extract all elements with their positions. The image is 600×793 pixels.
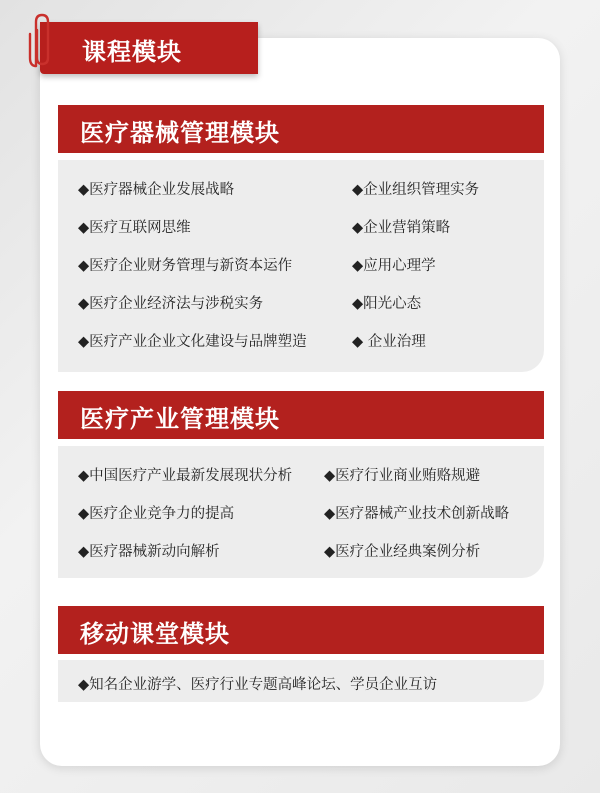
section-header-medical-industry <box>58 391 544 439</box>
section-body-medical-device <box>58 160 544 372</box>
list-item: ◆应用心理学 <box>352 258 436 274</box>
list-item: ◆医疗行业商业贿赂规避 <box>324 468 481 484</box>
list-item: ◆医疗企业经济法与涉税实务 <box>78 296 264 312</box>
list-item: ◆医疗企业经典案例分析 <box>324 544 481 560</box>
list-item: ◆医疗互联网思维 <box>78 220 191 236</box>
list-item: ◆ 企业治理 <box>352 334 426 350</box>
section-header-mobile-classroom <box>58 606 544 654</box>
list-item: ◆医疗企业竞争力的提高 <box>78 506 235 522</box>
section-title: 医疗器械管理模块 <box>80 119 280 147</box>
paperclip-icon <box>22 12 52 70</box>
page-title-tab <box>40 22 258 74</box>
list-item: ◆医疗器械新动向解析 <box>78 544 220 560</box>
list-item: ◆医疗器械企业发展战略 <box>78 182 235 198</box>
list-item: ◆中国医疗产业最新发展现状分析 <box>78 468 293 484</box>
section-header-medical-device <box>58 105 544 153</box>
list-item: ◆企业营销策略 <box>352 220 451 236</box>
section-body-medical-industry <box>58 446 544 578</box>
list-item: ◆医疗企业财务管理与新资本运作 <box>78 258 293 274</box>
list-item: ◆医疗产业企业文化建设与品牌塑造 <box>78 334 307 350</box>
list-item: ◆企业组织管理实务 <box>352 182 480 198</box>
list-item: ◆医疗器械产业技术创新战略 <box>324 506 510 522</box>
section-title: 医疗产业管理模块 <box>80 405 280 433</box>
section-title: 移动课堂模块 <box>80 620 230 648</box>
page-title: 课程模块 <box>82 38 182 66</box>
list-item: ◆知名企业游学、医疗行业专题高峰论坛、学员企业互访 <box>78 677 438 693</box>
section-body-mobile-classroom <box>58 660 544 702</box>
list-item: ◆阳光心态 <box>352 296 422 312</box>
